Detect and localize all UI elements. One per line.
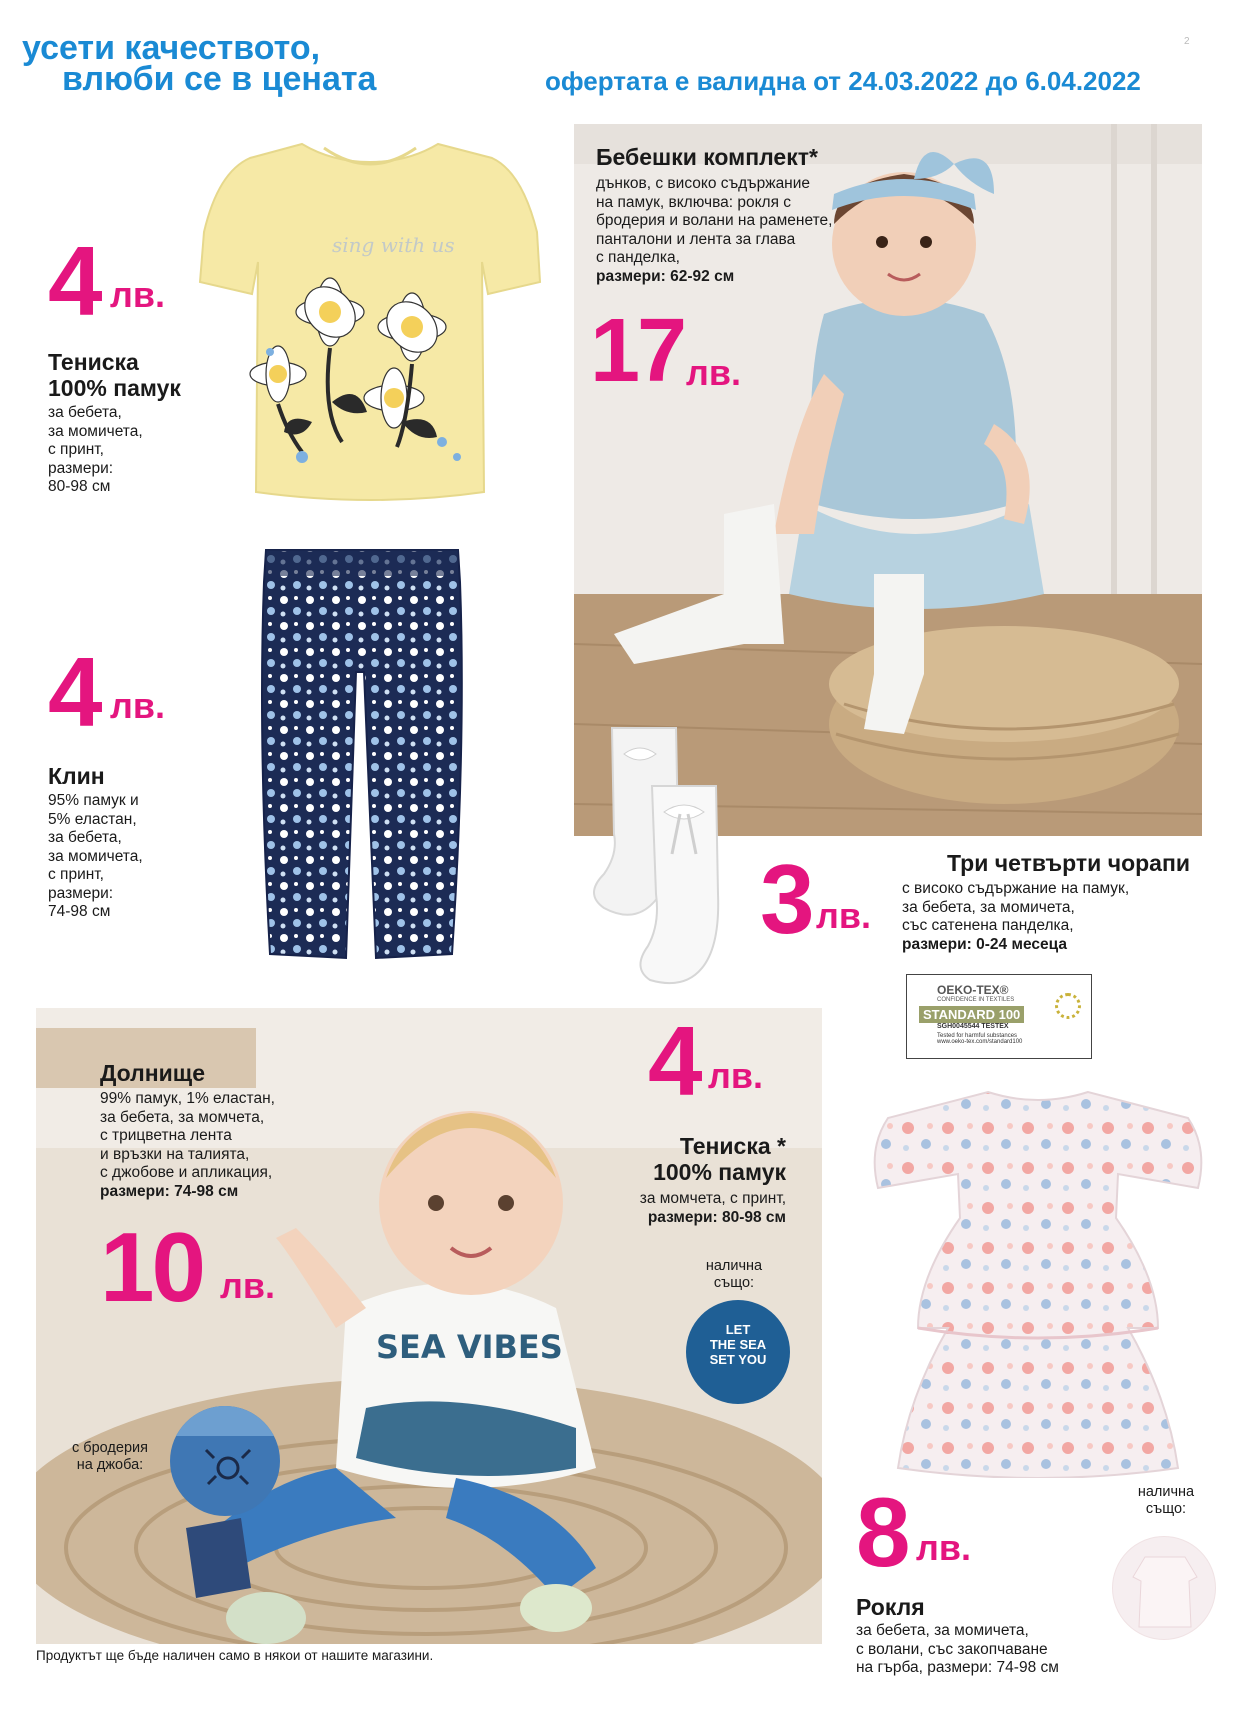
boy-tshirt-also-note: налична също: [705, 1258, 763, 1291]
girl-tshirt-desc: за бебета, за момичета, с принт, размери: 80-98 см [48, 404, 143, 495]
trousers-price: 10 [100, 1212, 204, 1322]
page-number: 2 [1184, 36, 1190, 47]
svg-text:sing with us: sing with us [332, 233, 455, 257]
dress-title: Рокля [856, 1594, 925, 1620]
leggings-desc: 95% памук и 5% еластан, за бебета, за момичета, с принт, размери: 74-98 см [48, 792, 143, 920]
dress-desc: за бебета, за момичета, с волани, със закопчаване на гърба, размери: 74-98 см [856, 1622, 1059, 1676]
girl-tshirt-title: Тениска 100% памук [48, 349, 181, 401]
baby-set-title: Бебешки комплект* [596, 144, 818, 170]
availability-note: Продуктът ще бъде наличен само в някои от нашите магазини. [36, 1648, 434, 1663]
leggings-price: 4 [48, 637, 100, 747]
oeko-tex-sun-icon [1055, 993, 1081, 1019]
trousers-pocket-note: с бродерия на джоба: [72, 1440, 148, 1473]
slogan-line-2: влюби се в цената [62, 60, 377, 98]
leggings-currency: лв. [110, 685, 166, 726]
socks-title: Три четвърти чорапи [946, 850, 1190, 876]
svg-text:SEA VIBES: SEA VIBES [376, 1328, 563, 1366]
socks-currency: лв. [816, 895, 872, 936]
boy-tshirt-alt-inset: LET THE SEA SET YOU [686, 1300, 790, 1404]
trousers-currency: лв. [220, 1265, 276, 1306]
slogan-line-1: усети качеството, [22, 29, 321, 67]
boy-tshirt-desc: за момчета, с принт, размери: 80-98 см [639, 1190, 786, 1226]
offer-validity: офертата е валидна от 24.03.2022 до 6.04.2022 [545, 66, 1141, 96]
dress-alt-inset [1112, 1536, 1216, 1640]
leggings-title: Клин [48, 763, 105, 789]
baby-set-price: 17 [590, 301, 685, 401]
girl-tshirt-image [192, 122, 547, 512]
girl-tshirt-currency: лв. [110, 274, 166, 315]
boy-tshirt-title: Тениска * 100% памук [653, 1133, 786, 1185]
dress-image [858, 1078, 1218, 1478]
dress-currency: лв. [916, 1527, 972, 1568]
dress-price: 8 [856, 1477, 908, 1587]
socks-image [584, 724, 744, 994]
dress-also-note: налична също: [1137, 1484, 1195, 1517]
leggings-image [252, 542, 472, 967]
baby-set-currency: лв. [686, 352, 742, 393]
socks-desc: с високо съдържание на памук, за бебета, за момичета, със сатенена панделка, размери: 0-24 месеца [902, 880, 1130, 953]
oeko-tex-label: OEKO-TEX® CONFIDENCE IN TEXTILES STANDARD 100 SGH0045544 TESTEX Tested for harmful substances www.oeko-tex.com/standard100 [906, 974, 1092, 1059]
boy-tshirt-currency: лв. [708, 1055, 764, 1096]
baby-set-desc: дънков, с високо съдържание на памук, включва: рокля с бродерия и волани на раменете, панталони и лента за глава с панделка, размери: 62-92 см [596, 175, 833, 285]
pocket-embroidery-inset [170, 1406, 280, 1516]
girl-tshirt-price: 4 [48, 226, 100, 336]
boy-tshirt-price: 4 [648, 1006, 700, 1116]
socks-price: 3 [760, 844, 812, 954]
trousers-desc: 99% памук, 1% еластан, за бебета, за момчета, с трицветна лента и връзки на талията, с джобове и апликация, размери: 74-98 см [100, 1090, 275, 1200]
trousers-title: Долнище [100, 1060, 205, 1086]
